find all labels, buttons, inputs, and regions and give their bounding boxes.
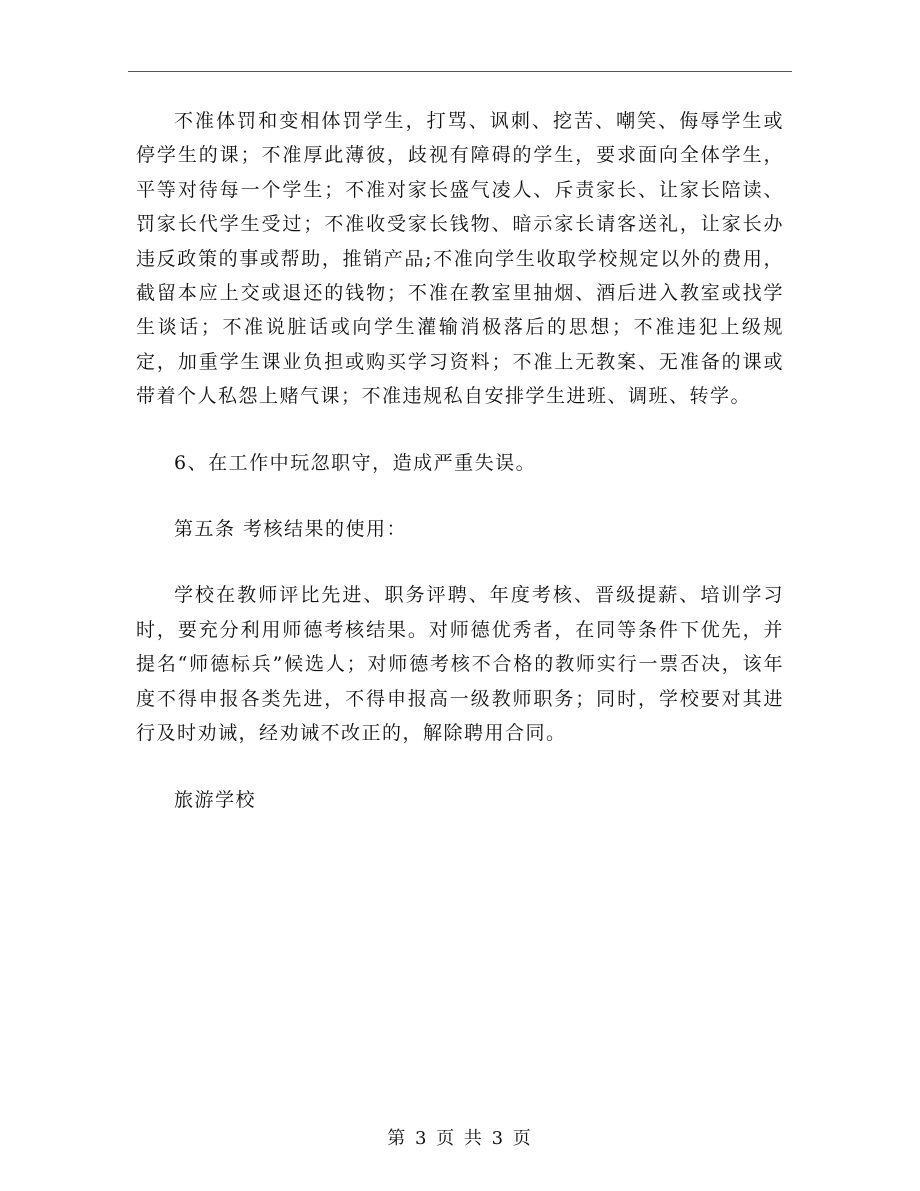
paragraph-results-usage: 学校在教师评比先进、职务评聘、年度考核、晋级提薪、培训学习时，要充分利用师德考核结果。对师德优秀者，在同等条件下优先，并提名“师德标兵”候选人；对师德考核不合格的教师实行一票否决，该年度不得申报各类先进，不得申报高一级教师职务；同时，学校要对其进行及时劝诫，经劝诫不改正的，解除聘用合同。 [136, 584, 784, 745]
signature-school: 旅游学校 [174, 788, 257, 811]
page-number-footer: 第 3 页 共 3 页 [387, 1128, 533, 1149]
document-body [136, 104, 784, 849]
article-5-heading: 第五条 考核结果的使用： [174, 518, 408, 541]
paragraph-prohibitions: 不准体罚和变相体罚学生，打骂、讽刺、挖苦、嘲笑、侮辱学生或停学生的课；不准厚此薄彼，歧视有障碍的学生，要求面向全体学生，平等对待每一个学生；不准对家长盛气凌人、斥责家长、让家长陪读、罚家长代学生受过；不准收受家长钱物、暗示家长请客送礼，让家长办违反政策的事或帮助，推销产品;不准向学生收取学校规定以外的费用，截留本应上交或退还的钱物；不准在教室里抽烟、酒后进入教室或找学生谈话；不准说脏话或向学生灌输消极落后的思想；不准违犯上级规定，加重学生课业负担或购买学习资料；不准上无教案、无准备的课或带着个人私怨上赌气课；不准违规私自安排学生进班、调班、转学。 [136, 110, 784, 408]
paragraph-item-6: 6、在工作中玩忽职守，造成严重失误。 [174, 451, 537, 474]
header-rule [128, 71, 792, 72]
